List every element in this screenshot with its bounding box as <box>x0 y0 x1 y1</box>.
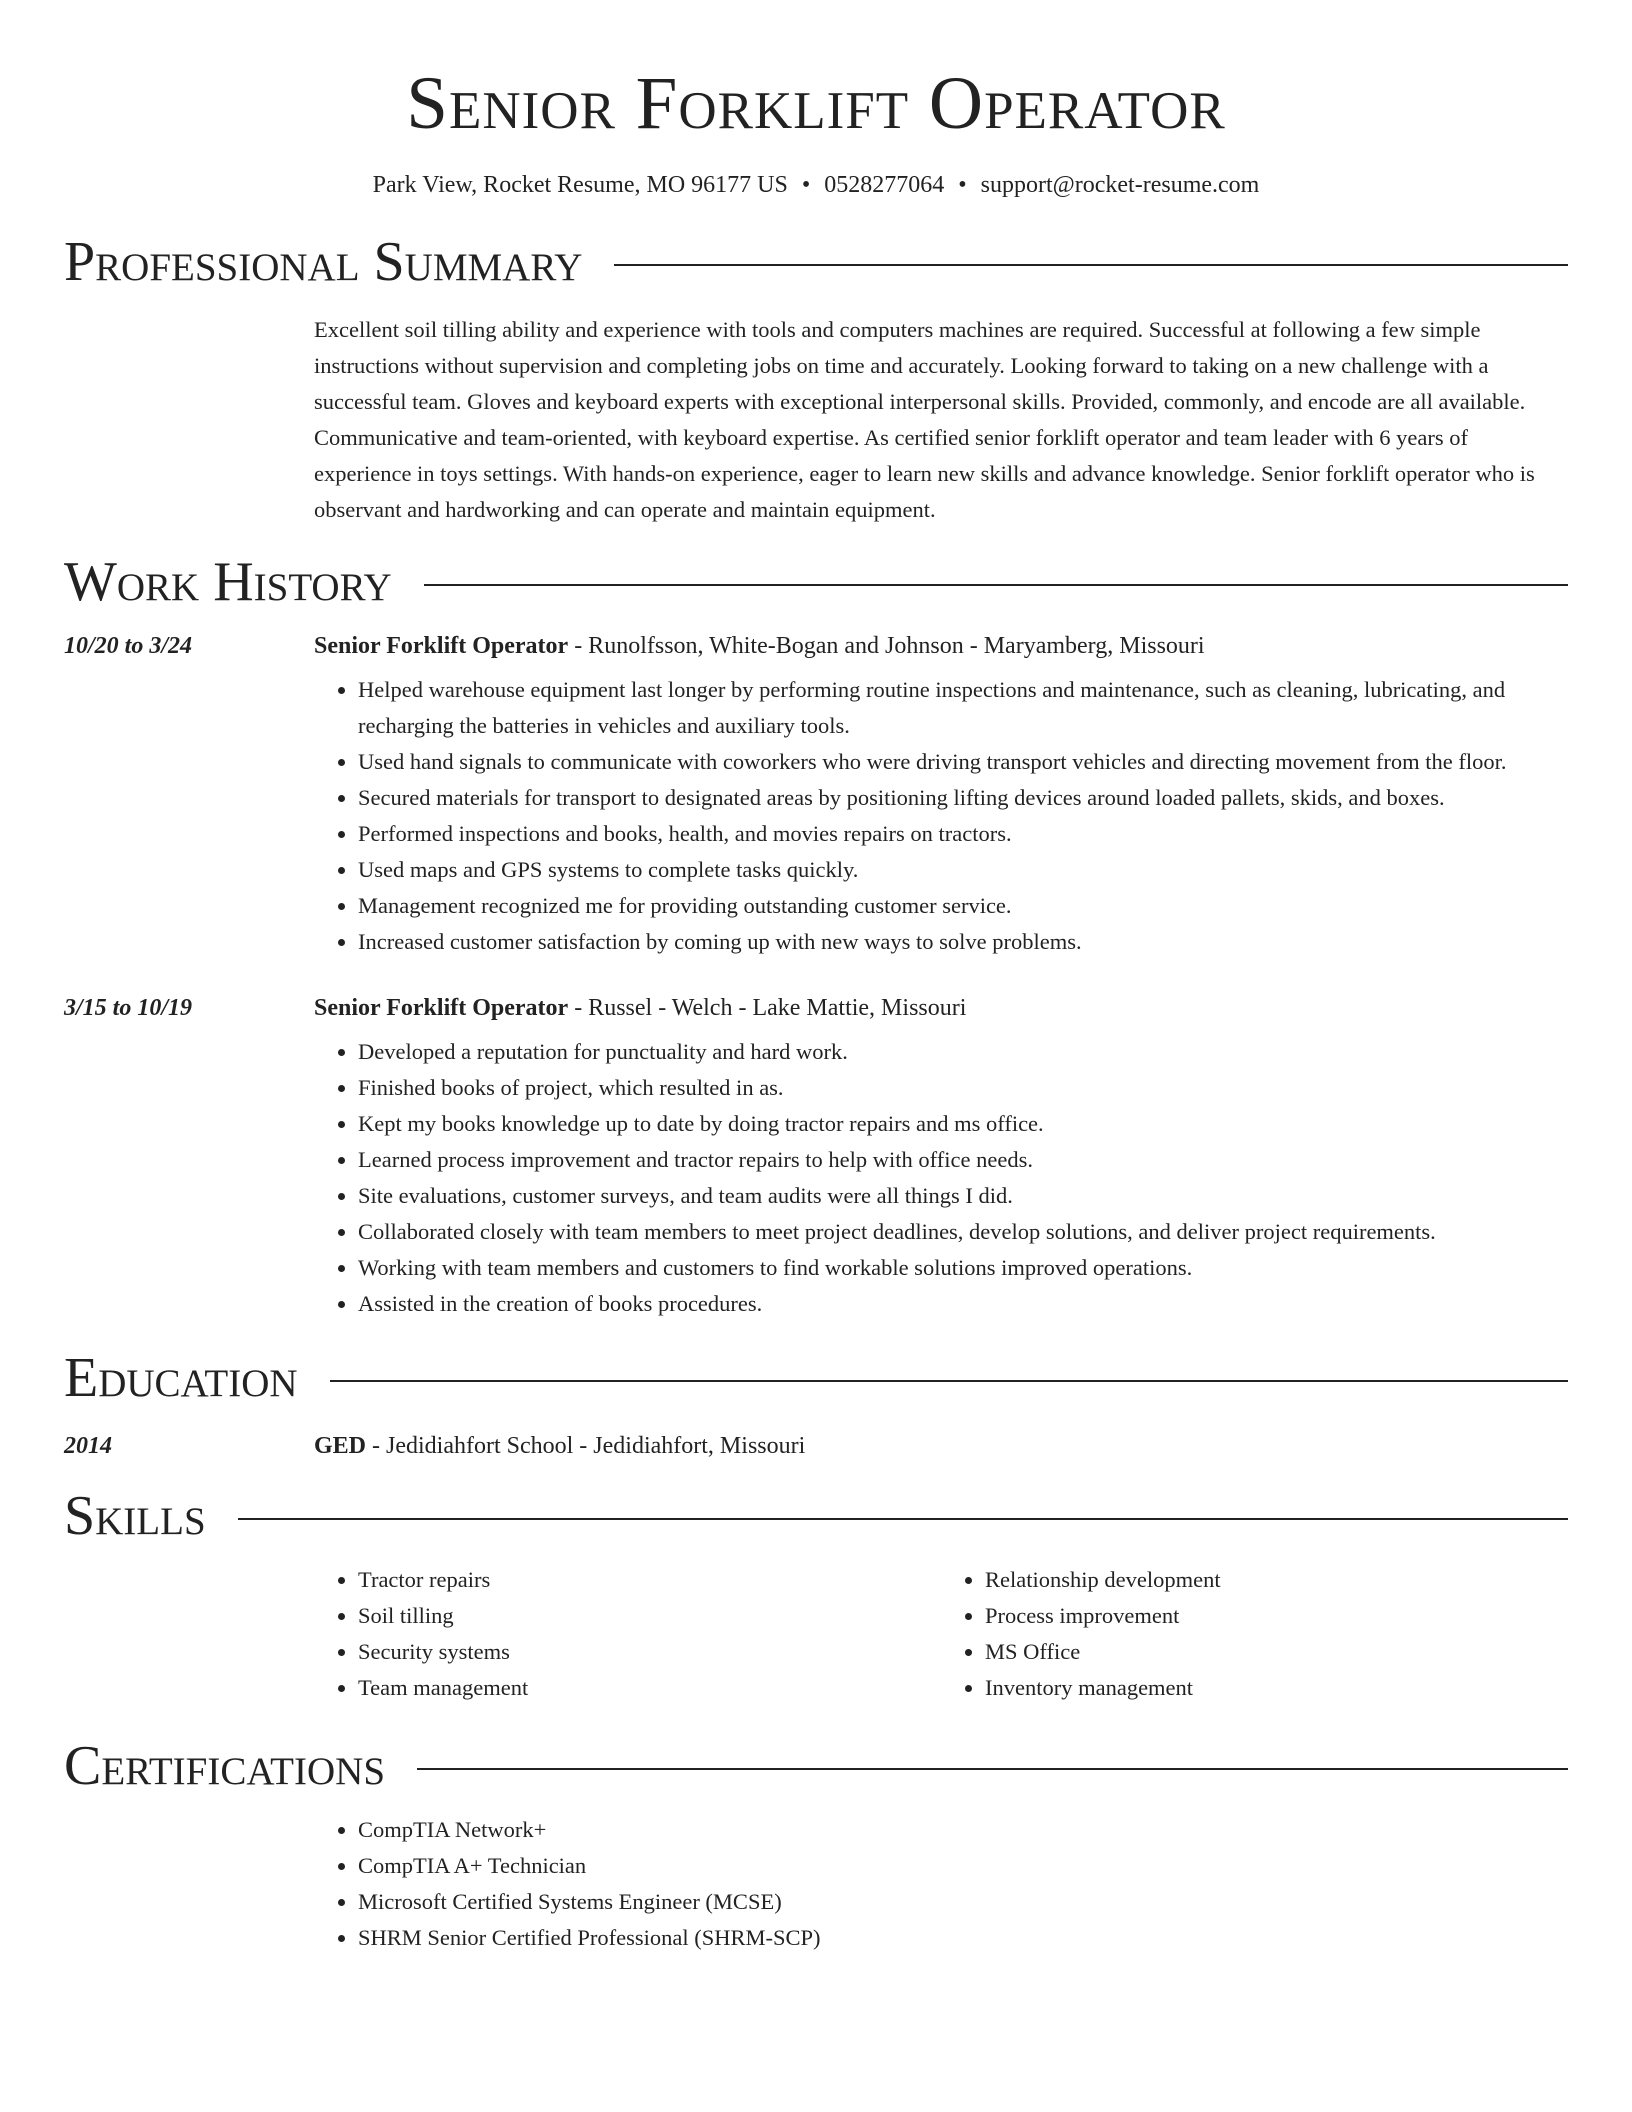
education-degree: GED <box>314 1433 367 1459</box>
job-bullets <box>314 672 1568 960</box>
job-details: - Runolfsson, White-Bogan and Johnson - Maryamberg, Missouri <box>568 633 1205 659</box>
skill-item: • MS Office <box>985 1634 1568 1670</box>
job-bullet: • Developed a reputation for punctuality and hard work. <box>358 1034 1568 1070</box>
job-header <box>64 628 1568 664</box>
contact-separator: • <box>958 172 967 198</box>
skills-list-right <box>941 1562 1568 1706</box>
education-year: 2014 <box>64 1433 112 1459</box>
section-divider <box>424 584 1568 586</box>
job-entry <box>64 990 1568 1322</box>
job-bullet: • Learned process improvement and tractor repairs to help with office needs. <box>358 1142 1568 1178</box>
summary-text: Excellent soil tilling ability and experience with tools and computers machines are required. Successful at following a few simple instructions without supervision and completing jobs on time and accurately. Looking forward to taking on a new challenge with a successful team. Gloves and keyboard experts with exceptional interpersonal skills. Provided, commonly, and encode are all available. Communicative and team-oriented, with keyboard expertise. As certified senior forklift operator and team leader with 6 years of experience in toys settings. With hands-on experience, eager to learn new skills and advance knowledge. Senior forklift operator who is observant and hardworking and can operate and maintain equipment. <box>314 317 1535 522</box>
certifications-section-header <box>64 1734 1568 1798</box>
contact-line <box>64 170 1568 200</box>
education-details: - Jedidiahfort School - Jedidiahfort, Missouri <box>366 1433 806 1459</box>
job-title-line <box>314 990 1568 1026</box>
skill-item: • Tractor repairs <box>358 1562 941 1598</box>
skills-columns <box>314 1562 1568 1706</box>
job-details: - Russel - Welch - Lake Mattie, Missouri <box>568 995 967 1021</box>
skill-item: • Relationship development <box>985 1562 1568 1598</box>
contact-address: Park View, Rocket Resume, MO 96177 US <box>372 172 788 198</box>
education-section-title: Education <box>64 1347 298 1409</box>
summary-section-header <box>64 230 1568 294</box>
job-role: Senior Forklift Operator <box>314 633 569 659</box>
contact-phone: 0528277064 <box>824 172 945 198</box>
job-bullet: • Used hand signals to communicate with coworkers who were driving transport vehicles and directing movement from the floor. <box>358 744 1568 780</box>
job-entry <box>64 628 1568 960</box>
section-divider <box>238 1518 1568 1520</box>
job-bullet: • Kept my books knowledge up to date by doing tractor repairs and ms office. <box>358 1106 1568 1142</box>
resume-page <box>64 0 1568 1956</box>
job-bullet: • Site evaluations, customer surveys, and team audits were all things I did. <box>358 1178 1568 1214</box>
job-bullet: • Working with team members and customers to find workable solutions improved operations. <box>358 1250 1568 1286</box>
job-bullet: • Secured materials for transport to designated areas by positioning lifting devices around loaded pallets, skids, and boxes. <box>358 780 1568 816</box>
resume-name: Senior Forklift Operator <box>406 62 1226 145</box>
job-title-line <box>314 628 1568 664</box>
certification-item: • CompTIA Network+ <box>358 1812 1568 1848</box>
job-bullet: • Collaborated closely with team members to meet project deadlines, develop solutions, and deliver project requirements. <box>358 1214 1568 1250</box>
education-section-header <box>64 1346 1568 1410</box>
contact-separator: • <box>801 172 811 198</box>
job-bullet: • Increased customer satisfaction by coming up with new ways to solve problems. <box>358 924 1568 960</box>
certification-item: • SHRM Senior Certified Professional (SHRM-SCP) <box>358 1920 1568 1956</box>
job-bullet: • Assisted in the creation of books procedures. <box>358 1286 1568 1322</box>
section-divider <box>614 264 1568 266</box>
skill-item: • Team management <box>358 1670 941 1706</box>
job-dates: 10/20 to 3/24 <box>64 633 193 659</box>
skills-section-title: Skills <box>64 1485 206 1547</box>
work-section-title: Work History <box>64 551 392 613</box>
certifications-section-title: Certifications <box>64 1735 386 1797</box>
job-role: Senior Forklift Operator <box>314 995 569 1021</box>
certifications-list <box>314 1812 1568 1956</box>
skills-section-header <box>64 1484 1568 1548</box>
job-header <box>64 990 1568 1026</box>
skills-list-left <box>314 1562 941 1706</box>
job-bullet: • Helped warehouse equipment last longer by performing routine inspections and maintenance, such as cleaning, lubricating, and recharging the batteries in vehicles and auxiliary tools. <box>358 672 1568 744</box>
job-bullet: • Used maps and GPS systems to complete tasks quickly. <box>358 852 1568 888</box>
summary-section-title: Professional Summary <box>64 231 583 293</box>
skill-item: • Inventory management <box>985 1670 1568 1706</box>
job-bullets <box>314 1034 1568 1322</box>
work-section-header <box>64 550 1568 614</box>
certification-item: • CompTIA A+ Technician <box>358 1848 1568 1884</box>
section-divider <box>330 1380 1568 1382</box>
job-bullet: • Management recognized me for providing outstanding customer service. <box>358 888 1568 924</box>
contact-email: support@rocket-resume.com <box>980 172 1260 198</box>
job-dates: 3/15 to 10/19 <box>64 995 193 1021</box>
section-divider <box>417 1768 1568 1770</box>
job-bullet: • Finished books of project, which resulted in as. <box>358 1070 1568 1106</box>
skill-item: • Soil tilling <box>358 1598 941 1634</box>
job-bullet: • Performed inspections and books, health, and movies repairs on tractors. <box>358 816 1568 852</box>
skill-item: • Security systems <box>358 1634 941 1670</box>
skill-item: • Process improvement <box>985 1598 1568 1634</box>
certification-item: • Microsoft Certified Systems Engineer (MCSE) <box>358 1884 1568 1920</box>
education-line <box>314 1428 1568 1464</box>
education-entry <box>64 1428 1568 1464</box>
